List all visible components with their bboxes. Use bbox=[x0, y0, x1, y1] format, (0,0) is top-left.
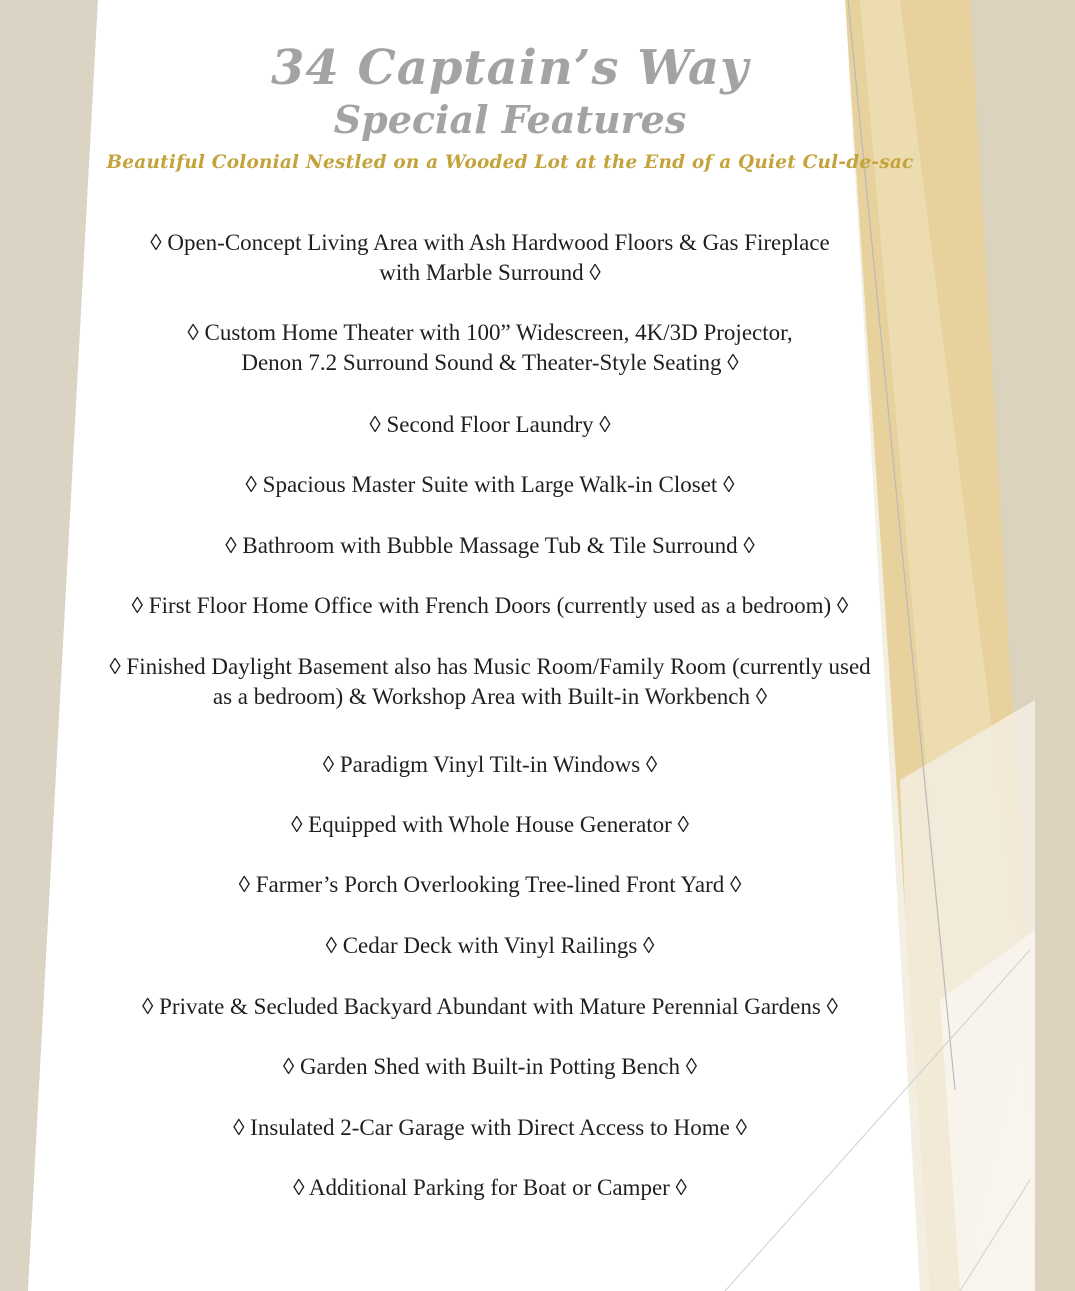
feature-line: ◊ Finished Daylight Basement also has Music Room/Family Room (currently used bbox=[109, 654, 871, 679]
feature-item bbox=[60, 318, 920, 378]
feature-item bbox=[60, 1113, 920, 1143]
feature-line: ◊ Farmer’s Porch Overlooking Tree-lined Front Yard ◊ bbox=[238, 872, 742, 897]
feature-line: ◊ Open-Concept Living Area with Ash Hardwood Floors & Gas Fireplace bbox=[150, 230, 830, 255]
feature-line: ◊ Spacious Master Suite with Large Walk-in Closet ◊ bbox=[245, 472, 735, 497]
feature-line: ◊ Equipped with Whole House Generator ◊ bbox=[291, 812, 689, 837]
feature-item bbox=[60, 810, 920, 840]
feature-line: ◊ Bathroom with Bubble Massage Tub & Tile Surround ◊ bbox=[225, 533, 755, 558]
feature-item bbox=[60, 750, 920, 780]
feature-line: as a bedroom) & Workshop Area with Built-in Workbench ◊ bbox=[212, 684, 768, 709]
feature-item bbox=[60, 410, 920, 440]
page-tagline: Beautiful Colonial Nestled on a Wooded Lot at the End of a Quiet Cul-de-sac bbox=[106, 152, 914, 173]
feature-line: ◊ Cedar Deck with Vinyl Railings ◊ bbox=[325, 933, 655, 958]
feature-line: ◊ Insulated 2-Car Garage with Direct Access to Home ◊ bbox=[233, 1115, 747, 1140]
feature-line: ◊ Private & Secluded Backyard Abundant with Mature Perennial Gardens ◊ bbox=[142, 994, 838, 1019]
feature-item bbox=[60, 228, 920, 288]
feature-item bbox=[60, 652, 920, 712]
feature-line: Denon 7.2 Surround Sound & Theater-Style Seating ◊ bbox=[241, 350, 739, 375]
feature-item bbox=[60, 931, 920, 961]
feature-item bbox=[60, 531, 920, 561]
page-title: 34 Captain’s Way bbox=[271, 40, 749, 96]
feature-item bbox=[60, 1173, 920, 1203]
feature-line: ◊ Second Floor Laundry ◊ bbox=[369, 412, 611, 437]
feature-line: ◊ First Floor Home Office with French Doors (currently used as a bedroom) ◊ bbox=[131, 593, 849, 618]
feature-line: ◊ Additional Parking for Boat or Camper ◊ bbox=[293, 1175, 687, 1200]
feature-item bbox=[60, 1052, 920, 1082]
feature-item bbox=[60, 591, 920, 621]
feature-item bbox=[60, 992, 920, 1022]
feature-item bbox=[60, 870, 920, 900]
feature-line: ◊ Garden Shed with Built-in Potting Bench ◊ bbox=[282, 1054, 698, 1079]
feature-line: ◊ Paradigm Vinyl Tilt-in Windows ◊ bbox=[322, 752, 658, 777]
feature-item bbox=[60, 470, 920, 500]
feature-line: with Marble Surround ◊ bbox=[379, 260, 601, 285]
feature-line: ◊ Custom Home Theater with 100” Widescreen, 4K/3D Projector, bbox=[187, 320, 793, 345]
page-subtitle: Special Features bbox=[333, 97, 687, 142]
